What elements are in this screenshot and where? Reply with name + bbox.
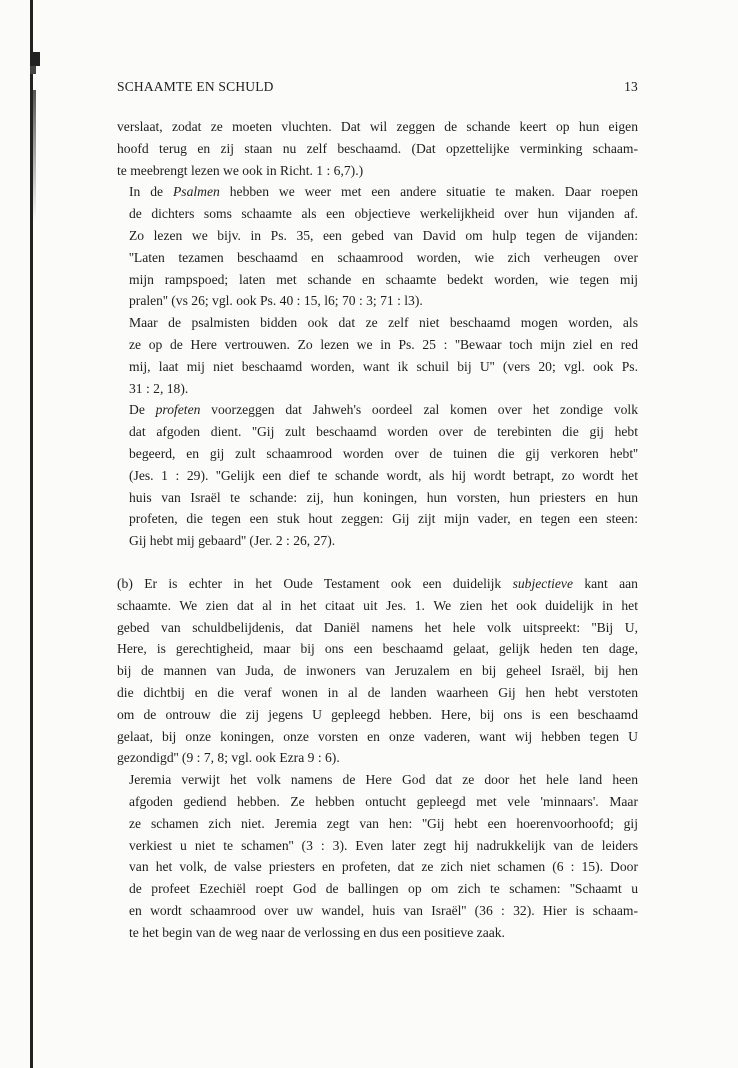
text-line: van het volk, de valse priesters en profeten, dat ze zich niet schamen (6 : 15). Door: [129, 859, 638, 875]
emphasis-profeten: profeten: [155, 402, 201, 418]
text-line: Maar de psalmisten bidden ook dat ze zelf niet beschaamd mogen worden, als: [129, 315, 638, 331]
spine-notch-mark: [30, 52, 40, 66]
text-line: en wordt schaamrood over uw wandel, huis van Israël'' (36 : 32). Hier is schaam-: [129, 902, 638, 918]
text-line: Here, is gerechtigheid, maar bij ons een beschaamd gelaat, gelijk heden ten dage,: [117, 641, 638, 657]
page-body: [117, 116, 638, 943]
text-line: afgoden gediend hebben. Ze hebben ontucht gepleegd met vele 'minnaars'. Maar: [129, 793, 638, 809]
emphasis-subjectieve: subjectieve: [512, 575, 573, 591]
text-line: [117, 181, 638, 203]
text-line: schaamte. We zien dat al in het citaat uit Jes. 1. We zien het ook duidelijk in het: [117, 597, 638, 613]
paragraph-psalmisten: [117, 312, 638, 399]
text-line: pralen'' (vs 26; vgl. ook Ps. 40 : 15, l6; 70 : 3; 71 : l3).: [129, 293, 423, 309]
paragraph-profeten: [117, 399, 638, 552]
text-line: ze op de Here vertrouwen. Zo lezen we in Ps. 25 : ''Bewaar toch mijn ziel en red: [129, 336, 638, 352]
text-line: [117, 573, 638, 595]
page-number: 13: [624, 79, 638, 94]
text-line: Zo lezen we bijv. in Ps. 35, een gebed van David om hulp tegen de vijanden:: [129, 227, 638, 243]
text-line: die dichtbij en die veraf wonen in al de landen waarheen Gij hen hebt verstoten: [117, 684, 638, 700]
text-line: verslaat, zodat ze moeten vluchten. Dat wil zeggen de schande keert op hun eigen: [117, 119, 638, 134]
text-line: begeerd, en gij zult schaamrood worden over de tuinen die gij verkoren hebt'': [129, 445, 638, 461]
text-line: gebed van schuldbelijdenis, dat Daniël namens het hele volk uitspreekt: ''Bij U,: [117, 619, 638, 635]
paragraph-jeremia: [117, 769, 638, 943]
text-line: gelaat, bij onze koningen, onze vorsten en onze vaderen, want wij hebben tegen U: [117, 728, 638, 744]
text-line: 31 : 2, 18).: [129, 380, 189, 396]
paragraph-subjectieve: [117, 573, 638, 769]
running-title: SCHAAMTE EN SCHULD: [117, 79, 274, 94]
text-line: mijn rampspoed; laten met schande en schaamte bedekt worden, wie tegen mij: [129, 271, 638, 287]
paragraph-continuation: [117, 116, 638, 181]
text-run: kant aan: [572, 575, 638, 591]
text-run: De: [129, 402, 156, 418]
spine-notch-mark-lower: [30, 66, 36, 74]
text-line: Gij hebt mij gebaard'' (Jer. 2 : 26, 27).: [129, 533, 336, 549]
text-line: (Jes. 1 : 29). ''Gelijk een dief te schande wordt, als hij wordt betrapt, zo wordt het: [129, 467, 638, 483]
text-line: bij de mannen van Juda, de inwoners van Jeruzalem en bij geheel Israël, bij hen: [117, 663, 638, 679]
spine-shadow: [33, 90, 36, 220]
text-run: hebben we weer met een andere situatie te maken. Daar roepen: [219, 184, 639, 200]
text-line: verkiest u niet te schamen'' (3 : 3). Even later zegt hij nadrukkelijk van de leiders: [129, 837, 638, 853]
text-line: hoofd terug en zij staan nu zelf beschaamd. (Dat opzettelijke verminking schaam-: [117, 140, 638, 156]
text-line: huis van Israël te schande: zij, hun koningen, hun vorsten, hun priesters en hun: [129, 489, 638, 505]
text-line: mij, laat mij niet beschaamd worden, want ik schuil bij U'' (vers 20; vgl. ook Ps.: [129, 358, 638, 374]
emphasis-psalmen: Psalmen: [173, 184, 220, 200]
text-line: ze schamen zich niet. Jeremia zegt van hen: ''Gij hebt een hoerenvoorhoofd; gij: [129, 815, 638, 831]
text-line: profeten, die tegen een stuk hout zeggen: Gij zijt mijn vader, en tegen een steen:: [129, 511, 638, 527]
text-line: om de ontrouw die zij jegens U gepleegd hebben. Here, bij ons is een beschaamd: [117, 706, 638, 722]
text-run: In de: [129, 184, 173, 200]
text-line: Jeremia verwijt het volk namens de Here God dat ze door het hele land heen: [129, 772, 638, 788]
text-line: de dichters soms schaamte als een objectieve werkelijkheid over hun vijanden af.: [129, 206, 638, 222]
text-line: ''Laten tezamen beschaamd en schaamrood worden, wie zich verheugen over: [129, 249, 638, 265]
text-line: te het begin van de weg naar de verlossing en dus een positieve zaak.: [129, 924, 505, 940]
text-line: [117, 399, 638, 421]
text-run: voorzeggen dat Jahweh's oordeel zal komen over het zondige volk: [200, 402, 638, 418]
text-line: dat afgoden dient. ''Gij zult beschaamd worden over de terebinten die gij hebt: [129, 424, 638, 440]
paragraph-psalmen: [117, 181, 638, 312]
text-line: gezondigd'' (9 : 7, 8; vgl. ook Ezra 9 : 6).: [117, 750, 340, 766]
text-line: de profeet Ezechiël roept God de ballingen op om zich te schamen: ''Schaamt u: [129, 881, 638, 897]
text-run: (b) Er is echter in het Oude Testament ook een duidelijk: [117, 575, 513, 591]
text-line: te meebrengt lezen we ook in Richt. 1 : 6,7).): [117, 162, 364, 178]
running-header: [117, 79, 638, 95]
